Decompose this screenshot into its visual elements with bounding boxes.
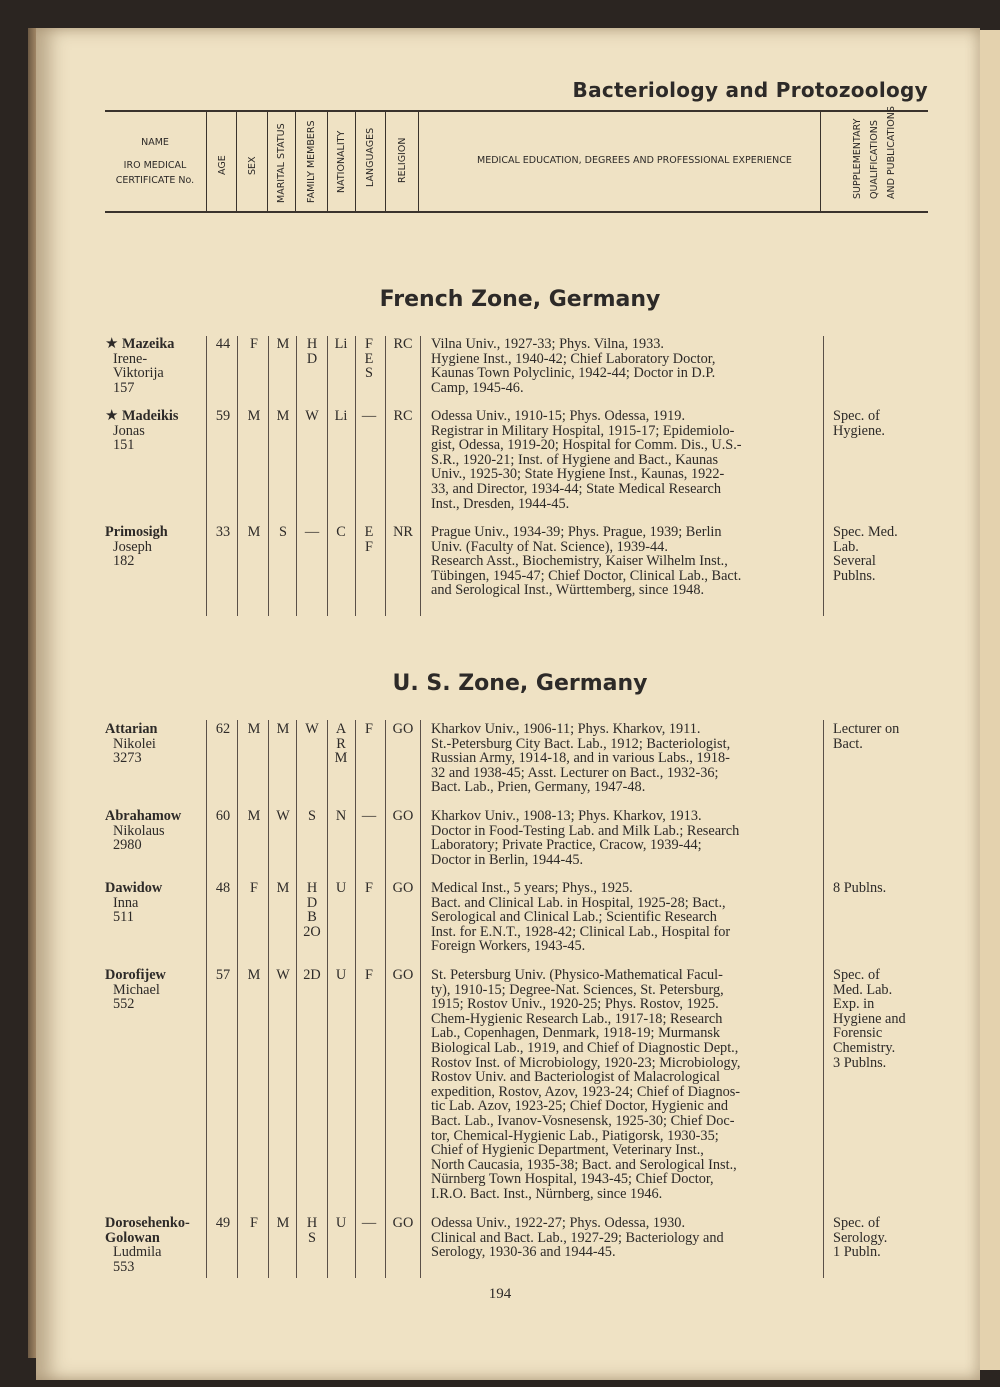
religion: NR — [393, 524, 413, 540]
text-line: Tübingen, 1945-47; Chief Doctor, Clinical Lab., Bact. — [431, 567, 742, 584]
text-line: Hygiene. — [833, 422, 886, 439]
entry-name — [105, 409, 215, 453]
marital-status: M — [276, 408, 290, 424]
given-name: Nikolei — [113, 735, 156, 752]
star-icon: ★ — [105, 408, 119, 424]
surname: Golowan — [105, 1229, 160, 1246]
rule — [420, 720, 421, 1278]
age: 48 — [215, 880, 231, 896]
supplementary — [833, 525, 933, 583]
text-line: Chem-Hygienic Research Lab., 1917-18; Research — [431, 1010, 723, 1027]
text-line: Lab., Copenhagen, Denmark, 1918-19; Murmansk — [431, 1025, 721, 1042]
text-line: gist, Odessa, 1919-20; Hospital for Comm. Dis., U.S.- — [431, 437, 742, 454]
header-family-col — [295, 111, 328, 211]
nationality: U — [335, 967, 347, 983]
sex: M — [247, 721, 261, 737]
text-line: Forensic — [833, 1025, 883, 1042]
text-line: North Caucasia, 1935-38; Bact. and Serological Inst., — [431, 1156, 737, 1173]
language: F — [365, 336, 373, 352]
age: 44 — [215, 336, 231, 352]
rule — [385, 720, 386, 1278]
text-line: Rostov Inst. of Microbiology, 1920-23; Microbiology, — [431, 1054, 741, 1071]
marital-status: W — [276, 808, 290, 824]
given-name: Michael — [113, 981, 160, 998]
text-line: Medical Inst., 5 years; Phys., 1925. — [431, 880, 633, 896]
text-line: 8 Publns. — [833, 880, 887, 896]
family-member: D — [306, 350, 318, 367]
languages: — — [361, 408, 377, 424]
medical-experience — [431, 337, 815, 395]
rule — [385, 336, 386, 616]
text-line: Odessa Univ., 1910-15; Phys. Odessa, 1919. — [431, 408, 686, 424]
rule — [327, 720, 328, 1278]
surname: Primosigh — [105, 524, 168, 540]
header-religion-col — [385, 111, 419, 211]
header-marital: MARITAL STATUS — [276, 123, 287, 203]
header-nationality: NATIONALITY — [336, 130, 347, 193]
text-line: Registrar in Military Hospital, 1915-17; Epidemiolo- — [431, 422, 735, 439]
medical-experience — [431, 409, 815, 511]
religion: GO — [392, 880, 414, 896]
text-line: Chief of Hygienic Department, Veterinary Inst., — [431, 1142, 704, 1159]
supplementary — [833, 409, 933, 438]
entry-name — [105, 1216, 215, 1274]
text-line: 1 Publn. — [833, 1244, 881, 1261]
text-line: Camp, 1945-46. — [431, 379, 524, 396]
given-name: Joseph — [113, 538, 152, 555]
age: 62 — [215, 721, 231, 737]
marital-status: S — [279, 524, 287, 540]
rule — [268, 720, 269, 1278]
text-line: 1915; Rostov Univ., 1920-25; Phys. Rostov, 1925. — [431, 996, 719, 1013]
rule — [296, 336, 297, 616]
header-name-column — [105, 135, 205, 188]
supplementary — [833, 1216, 933, 1260]
header-cert: CERTIFICATE No. — [115, 175, 195, 186]
text-line: Odessa Univ., 1922-27; Phys. Odessa, 1930. — [431, 1215, 686, 1231]
header-languages: LANGUAGES — [365, 127, 376, 187]
age: 57 — [215, 967, 231, 983]
text-line: S.R., 1920-21; Inst. of Hygiene and Bact., Kaunas — [431, 451, 719, 468]
religion: GO — [392, 721, 414, 737]
text-line: St.-Petersburg City Bact. Lab., 1912; Bacteriologist, — [431, 735, 731, 752]
family-members: W — [305, 408, 319, 424]
text-line: Biological Lab., 1919, and Chief of Diagnostic Dept., — [431, 1039, 739, 1056]
star-icon: ★ — [105, 336, 119, 352]
text-line: Serology, 1930-36 and 1944-45. — [431, 1244, 616, 1261]
text-line: ty), 1910-15; Degree-Nat. Sciences, St. Petersburg, — [431, 981, 724, 998]
header-sex: SEX — [247, 156, 258, 175]
text-line: Prague Univ., 1934-39; Phys. Prague, 1939; Berlin — [431, 524, 722, 540]
text-line: Doctor in Berlin, 1944-45. — [431, 851, 584, 868]
given-name: Viktorija — [113, 365, 164, 382]
text-line: Several — [833, 553, 876, 570]
text-line: Inst., Dresden, 1944-45. — [431, 495, 570, 512]
text-line: Hygiene Inst., 1940-42; Chief Laboratory Doctor, — [431, 350, 716, 367]
text-line: Spec. of — [833, 408, 880, 424]
sex: M — [247, 967, 261, 983]
entry-name — [105, 968, 215, 1012]
header-bottom-rule — [105, 211, 928, 213]
rule — [237, 336, 238, 616]
family-member: D — [306, 894, 318, 911]
text-line: Bact. and Clinical Lab. in Hospital, 1925-28; Bact., — [431, 894, 726, 911]
medical-experience — [431, 968, 815, 1202]
rule — [420, 336, 421, 616]
languages: — — [361, 1215, 377, 1231]
marital-status: W — [276, 967, 290, 983]
family-members: — — [304, 524, 320, 540]
medical-experience — [431, 881, 815, 954]
header-marital-col — [267, 111, 296, 211]
text-line: Doctor in Food-Testing Lab. and Milk Lab.; Research — [431, 822, 740, 839]
language: F — [365, 538, 373, 555]
sex: M — [247, 524, 261, 540]
text-line: Vilna Univ., 1927-33; Phys. Vilna, 1933. — [431, 336, 664, 352]
nationality: C — [336, 524, 346, 540]
text-line: Univ., 1925-30; State Hygiene Inst., Kaunas, 1922- — [431, 466, 725, 483]
text-line: tor, Chemical-Hygienic Lab., Piatigorsk, 1930-35; — [431, 1127, 719, 1144]
language: E — [364, 524, 374, 540]
medical-experience — [431, 1216, 815, 1260]
text-line: Bact. — [833, 735, 863, 752]
family-member: H — [306, 336, 318, 352]
age: 60 — [215, 808, 231, 824]
given-name: Inna — [113, 894, 139, 911]
text-line: 3 Publns. — [833, 1054, 887, 1071]
entry-name — [105, 722, 215, 766]
family-member: 2O — [303, 923, 321, 940]
nationality: N — [335, 808, 347, 824]
family-members — [298, 1216, 326, 1245]
marital-status: M — [276, 1215, 290, 1231]
languages: — — [361, 808, 377, 824]
zone-title-french: French Zone, Germany — [379, 287, 661, 312]
certificate-number: 2980 — [113, 837, 142, 854]
language: S — [365, 365, 373, 382]
sex: F — [250, 1215, 258, 1231]
family-members: W — [305, 721, 319, 737]
sex: F — [250, 336, 258, 352]
certificate-number: 553 — [113, 1258, 135, 1275]
languages: F — [365, 721, 373, 737]
header-supplementary-col — [820, 106, 929, 211]
medical-experience — [431, 809, 815, 867]
certificate-number: 157 — [113, 379, 135, 396]
sex: F — [250, 880, 258, 896]
surname: Mazeika — [122, 336, 175, 352]
rule — [268, 336, 269, 616]
family-member: H — [306, 880, 318, 896]
header-supp-3: AND PUBLICATIONS — [886, 106, 897, 199]
header-medical: MEDICAL EDUCATION, DEGREES AND PROFESSIONAL EXPERIENCE — [477, 155, 792, 166]
text-line: Med. Lab. — [833, 981, 893, 998]
text-line: Serological and Clinical Lab.; Scientific Research — [431, 909, 717, 926]
family-members — [298, 881, 326, 939]
text-line: Hygiene and — [833, 1010, 906, 1027]
text-line: St. Petersburg Univ. (Physico-Mathematical Facul- — [431, 967, 723, 983]
surname: Madeikis — [122, 408, 179, 424]
surname: Abrahamow — [105, 808, 182, 824]
text-line: Chemistry. — [833, 1039, 896, 1056]
family-members — [298, 337, 326, 366]
rule — [823, 720, 824, 1278]
text-line: Research Asst., Biochemistry, Kaiser Wilhelm Inst., — [431, 553, 728, 570]
age: 49 — [215, 1215, 231, 1231]
nationality: A R M — [334, 721, 348, 767]
family-members: 2D — [303, 967, 321, 983]
entry-name — [105, 809, 215, 853]
rule — [237, 720, 238, 1278]
surname: Dorosehenko- — [105, 1215, 190, 1231]
text-line: Foreign Workers, 1943-45. — [431, 938, 586, 955]
family-member: B — [307, 909, 317, 926]
languages: F — [365, 880, 373, 896]
zone-title-us: U. S. Zone, Germany — [392, 671, 648, 696]
text-line: Rostov Univ. and Bacteriologist of Malacrological — [431, 1069, 720, 1086]
header-sex-col — [236, 111, 268, 211]
text-line: Bact. Lab., Ivanov-Vosnesensk, 1925-30; Chief Doc- — [431, 1112, 735, 1129]
text-line: Serology. — [833, 1229, 888, 1246]
surname: Dawidow — [105, 880, 163, 896]
languages — [356, 525, 382, 554]
surname: Dorofijew — [105, 967, 166, 983]
text-line: Lab. — [833, 538, 859, 555]
given-name: Irene- — [113, 350, 148, 367]
running-head: Bacteriology and Protozoology — [572, 78, 928, 102]
text-line: Exp. in — [833, 996, 875, 1013]
header-languages-col — [355, 111, 386, 211]
text-line: expedition, Rostov, Azov, 1923-24; Chief of Diagnos- — [431, 1083, 741, 1100]
entry-name — [105, 525, 215, 569]
given-name: Nikolaus — [113, 822, 165, 839]
header-iro: IRO MEDICAL — [123, 160, 187, 171]
header-supp-2: QUALIFICATIONS — [869, 120, 880, 199]
text-line: Lecturer on — [833, 721, 900, 737]
religion: GO — [392, 967, 414, 983]
religion: RC — [393, 408, 413, 424]
text-line: 33, and Director, 1934-44; State Medical Research — [431, 480, 722, 497]
certificate-number: 3273 — [113, 750, 142, 767]
text-line: Univ. (Faculty of Nat. Science), 1939-44. — [431, 538, 668, 555]
text-line: Kaunas Town Polyclinic, 1942-44; Doctor in D.P. — [431, 365, 716, 382]
header-age: AGE — [217, 155, 228, 175]
rule — [327, 336, 328, 616]
marital-status: M — [276, 880, 290, 896]
text-line: Nürnberg Town Hospital, 1943-45; Chief Doctor, — [431, 1171, 714, 1188]
header-supp-1: SUPPLEMENTARY — [852, 118, 863, 199]
supplementary — [833, 722, 933, 751]
entry-name — [105, 337, 215, 395]
language: E — [364, 350, 374, 367]
certificate-number: 182 — [113, 553, 135, 570]
certificate-number: 552 — [113, 996, 135, 1013]
family-member: H — [306, 1215, 318, 1231]
nationality: Li — [334, 408, 348, 424]
age: 59 — [215, 408, 231, 424]
entry-name — [105, 881, 215, 925]
rule — [296, 720, 297, 1278]
religion: RC — [393, 336, 413, 352]
header-religion: RELIGION — [397, 137, 408, 183]
given-name: Jonas — [113, 422, 145, 439]
medical-experience — [431, 722, 815, 795]
surname: Attarian — [105, 721, 158, 737]
text-line: tic Lab. Azov, 1923-25; Chief Doctor, Hygienic and — [431, 1098, 729, 1115]
text-line: Bact. Lab., Prien, Germany, 1947-48. — [431, 779, 646, 796]
text-line: Inst. for E.N.T., 1928-42; Clinical Lab., Hospital for — [431, 923, 731, 940]
languages: F — [365, 967, 373, 983]
text-line: Kharkov Univ., 1906-11; Phys. Kharkov, 1911. — [431, 721, 701, 737]
header-nationality-col — [327, 111, 356, 211]
text-line: Publns. — [833, 567, 876, 584]
marital-status: M — [276, 721, 290, 737]
text-line: Laboratory; Private Practice, Cracow, 1939-44; — [431, 837, 702, 854]
text-line: Spec. of — [833, 967, 880, 983]
text-line: Spec. Med. — [833, 524, 898, 540]
nationality: U — [335, 1215, 347, 1231]
rule — [355, 720, 356, 1278]
header-family: FAMILY MEMBERS — [306, 120, 317, 203]
sex: M — [247, 808, 261, 824]
languages — [356, 337, 382, 381]
sex: M — [247, 408, 261, 424]
supplementary — [833, 881, 933, 896]
certificate-number: 511 — [113, 909, 134, 926]
text-line: Kharkov Univ., 1908-13; Phys. Kharkov, 1913. — [431, 808, 702, 824]
table-header — [105, 106, 928, 211]
religion: GO — [392, 1215, 414, 1231]
nationality: U — [335, 880, 347, 896]
header-age-col — [206, 111, 237, 211]
family-members: S — [308, 808, 316, 824]
certificate-number: 151 — [113, 437, 135, 454]
text-line: and Serological Inst., Württemberg, since 1948. — [431, 582, 705, 599]
header-name: NAME — [141, 137, 169, 148]
text-line: 32 and 1938-45; Asst. Lecturer on Bact., 1932-36; — [431, 764, 719, 781]
medical-experience — [431, 525, 815, 598]
given-name: Ludmila — [113, 1244, 162, 1261]
page-number: 194 — [488, 1286, 512, 1302]
rule — [823, 336, 824, 616]
nationality: Li — [334, 336, 348, 352]
text-line: Clinical and Bact. Lab., 1927-29; Bacteriology and — [431, 1229, 724, 1246]
religion: GO — [392, 808, 414, 824]
text-line: Russian Army, 1914-18, and in various Labs., 1918- — [431, 750, 730, 767]
text-line: Spec. of — [833, 1215, 880, 1231]
family-member: S — [308, 1229, 316, 1246]
supplementary — [833, 968, 933, 1070]
age: 33 — [215, 524, 231, 540]
text-line: I.R.O. Bact. Inst., Nürnberg, since 1946. — [431, 1185, 663, 1202]
marital-status: M — [276, 336, 290, 352]
